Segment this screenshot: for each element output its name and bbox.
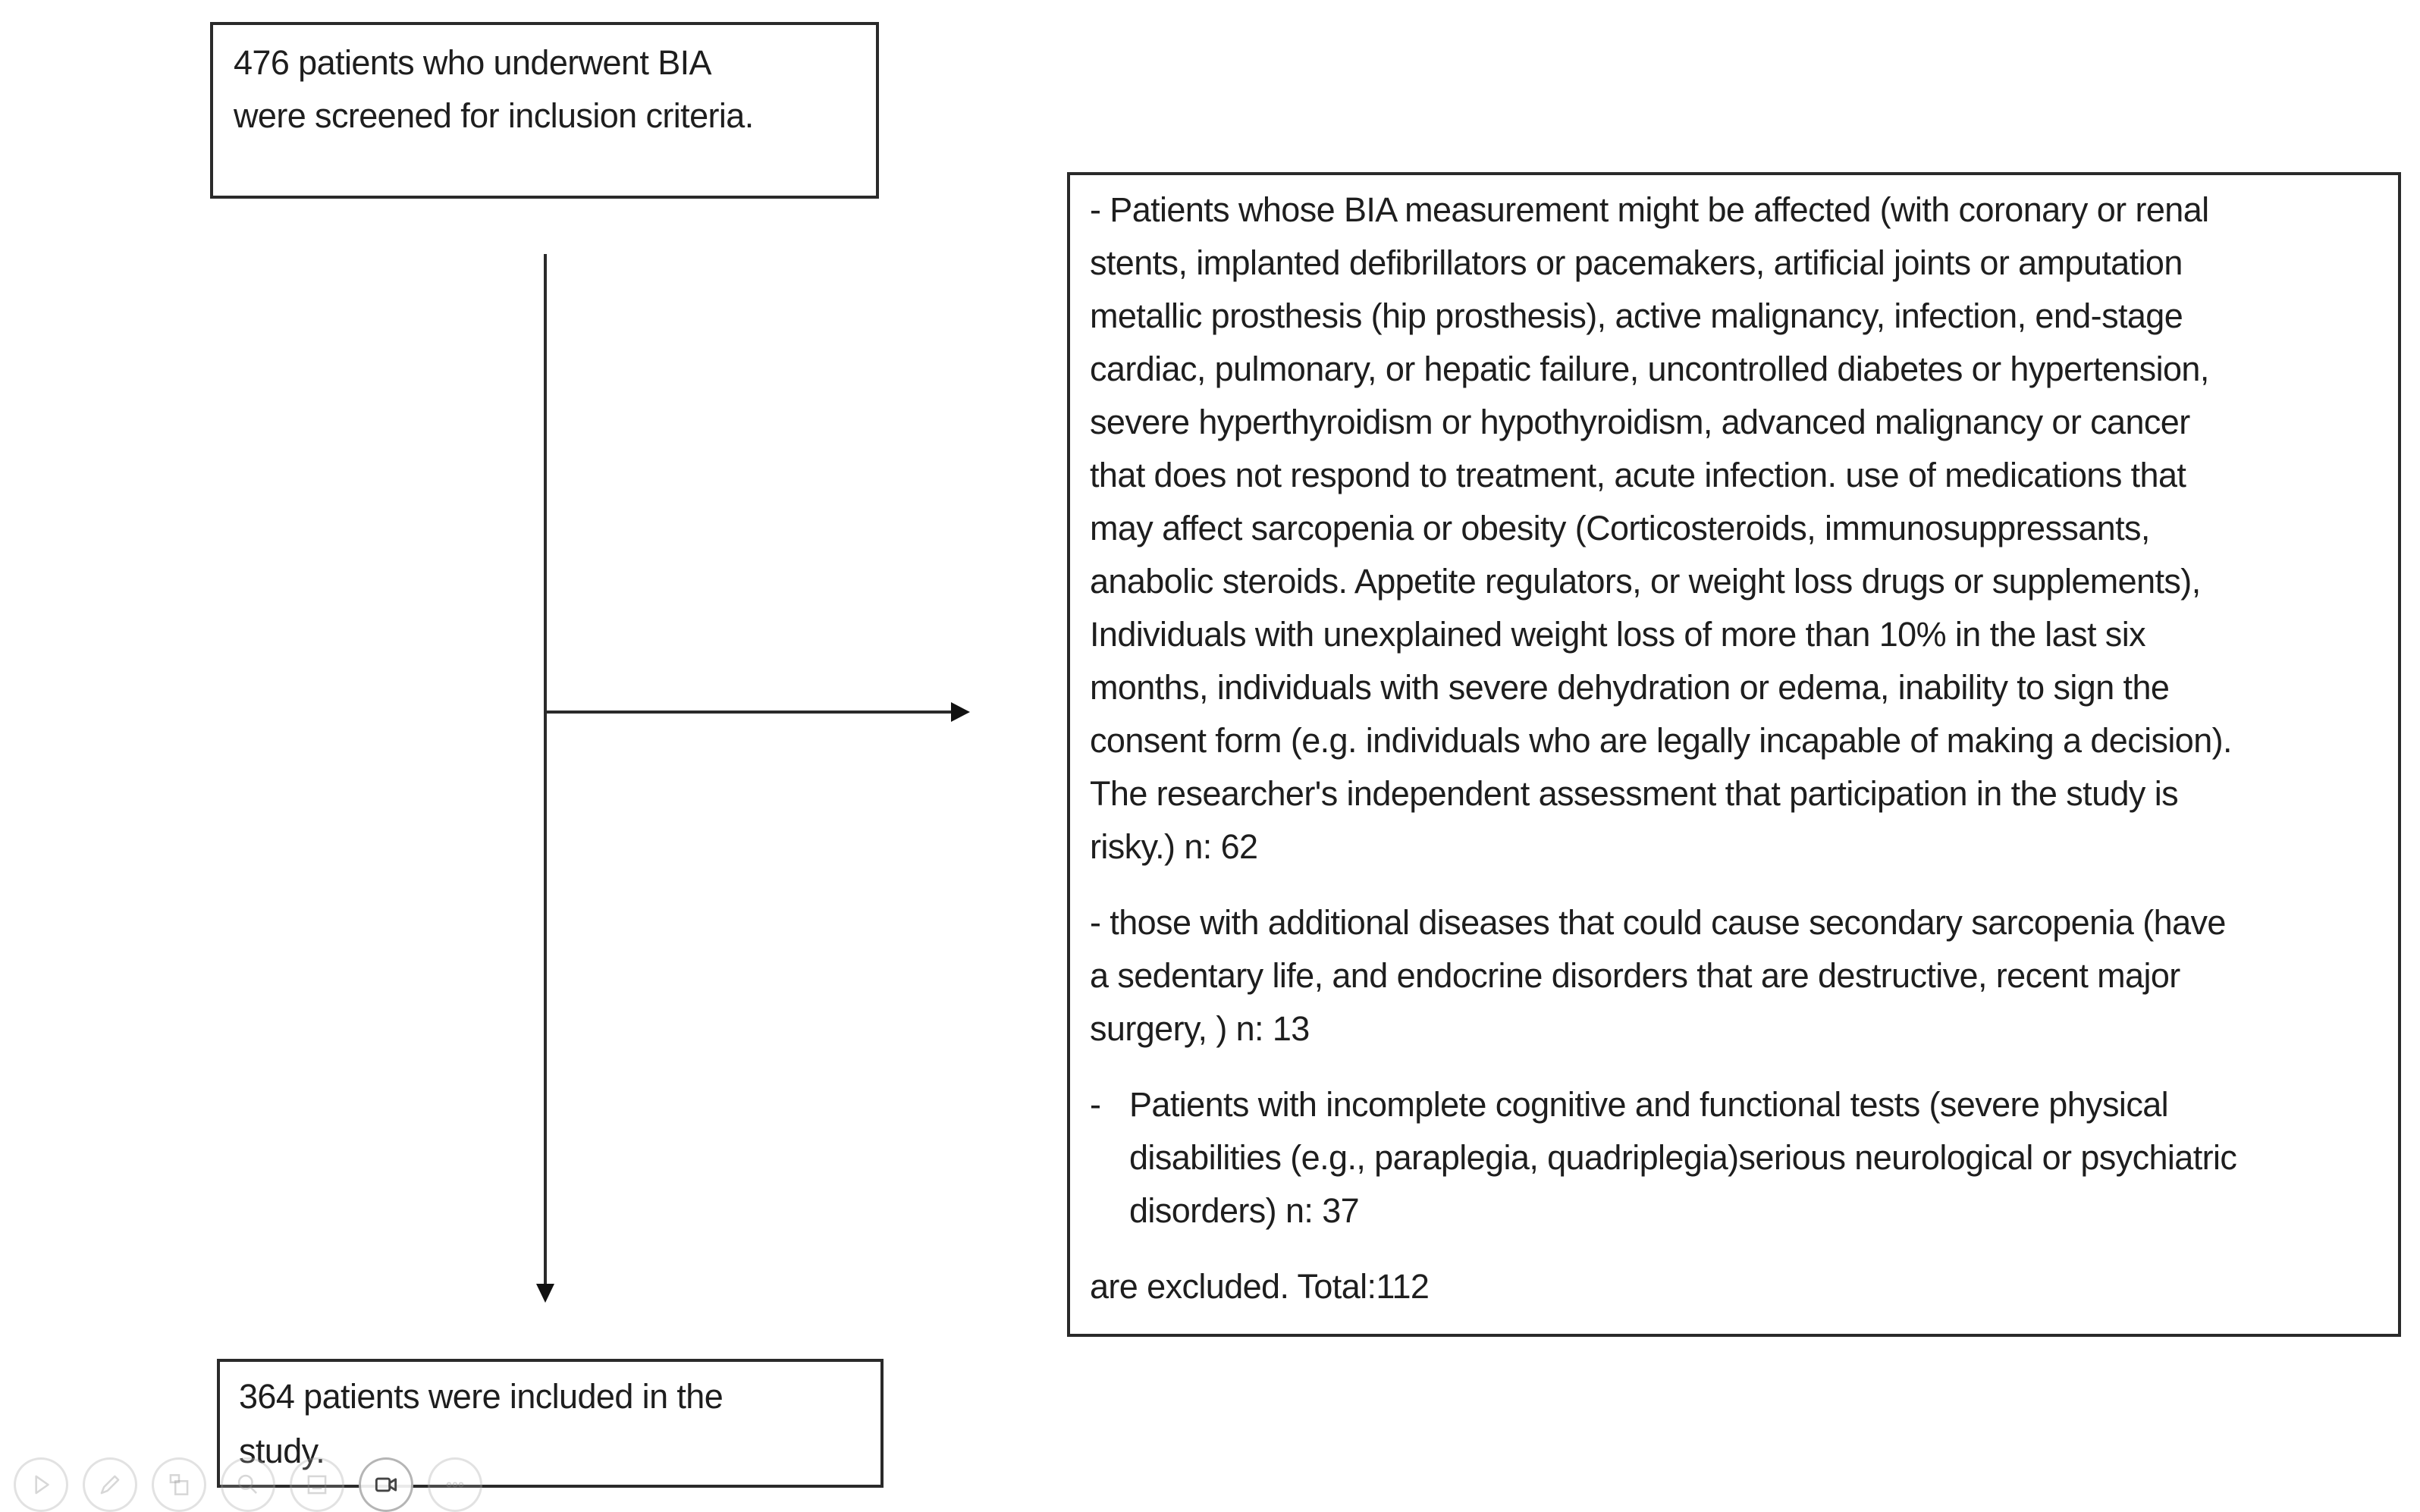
exclusion-text [1090, 184, 2236, 1313]
exclusion-line: disabilities (e.g., paraplegia, quadriplegia)serious neurological or psychiatric [1129, 1138, 2237, 1177]
exclusion-line: - Patients whose BIA measurement might be affected (with coronary or renal [1090, 190, 2209, 229]
down-arrow [536, 254, 554, 1303]
more-button[interactable] [428, 1457, 482, 1512]
pen-button[interactable] [83, 1457, 137, 1512]
camera-button[interactable] [359, 1457, 413, 1512]
included-line: study. [239, 1432, 325, 1470]
exclusion-box [1067, 172, 2401, 1337]
zoom-icon [234, 1470, 262, 1499]
exclusion-line: disorders) n: 37 [1129, 1191, 1360, 1230]
exclusion-line: a sedentary life, and endocrine disorders that are destructive, recent major [1090, 956, 2180, 995]
exclusion-line: cardiac, pulmonary, or hepatic failure, uncontrolled diabetes or hypertension, [1090, 350, 2209, 388]
exclusion-paragraph-incomplete-tests [1090, 1078, 2236, 1238]
list-dash: - [1090, 1085, 1101, 1124]
exclusion-total: are excluded. Total:112 [1090, 1267, 1430, 1306]
included-line: 364 patients were included in the [239, 1377, 723, 1416]
exclusion-line: Patients with incomplete cognitive and functional tests (severe physical [1129, 1085, 2169, 1124]
exclusion-line: consent form (e.g. individuals who are legally incapable of making a decision). [1090, 721, 2232, 760]
exclusion-line: surgery, ) n: 13 [1090, 1009, 1310, 1048]
exclusion-line: that does not respond to treatment, acute infection. use of medications that [1090, 456, 2186, 494]
pen-icon [96, 1470, 124, 1499]
slides-icon [165, 1470, 193, 1499]
more-icon [441, 1470, 469, 1499]
camera-icon [372, 1470, 400, 1499]
exclusion-line: metallic prosthesis (hip prosthesis), active malignancy, infection, end-stage [1090, 296, 2183, 335]
screening-text [234, 36, 754, 143]
play-icon [27, 1470, 55, 1499]
exclusion-line: Individuals with unexplained weight loss of more than 10% in the last six [1090, 615, 2146, 654]
exclusion-line: The researcher's independent assessment that participation in the study is [1090, 774, 2179, 813]
exclusion-line: severe hyperthyroidism or hypothyroidism, advanced malignancy or cancer [1090, 403, 2190, 441]
exclusion-line: months, individuals with severe dehydration or edema, inability to sign the [1090, 668, 2170, 707]
screening-line: 476 patients who underwent BIA [234, 43, 711, 82]
screening-box [210, 22, 879, 199]
slides-button[interactable] [152, 1457, 206, 1512]
zoom-button[interactable] [221, 1457, 275, 1512]
exclusion-paragraph-bia [1090, 184, 2236, 874]
subtitles-icon [303, 1470, 331, 1499]
exclusion-line: stents, implanted defibrillators or pacemakers, artificial joints or amputation [1090, 243, 2183, 282]
right-arrow [545, 702, 970, 722]
subtitles-button[interactable] [290, 1457, 344, 1512]
exclusion-summary [1090, 1260, 2236, 1313]
exclusion-line: anabolic steroids. Appetite regulators, or weight loss drugs or supplements), [1090, 562, 2201, 601]
exclusion-line: may affect sarcopenia or obesity (Corticosteroids, immunosuppressants, [1090, 509, 2150, 547]
exclusion-line: risky.) n: 62 [1090, 827, 1258, 866]
exclusion-paragraph-secondary-sarcopenia [1090, 896, 2236, 1056]
play-button[interactable] [14, 1457, 68, 1512]
screening-line: were screened for inclusion criteria. [234, 96, 754, 135]
presentation-toolbar [14, 1457, 482, 1512]
exclusion-line: - those with additional diseases that could cause secondary sarcopenia (have [1090, 903, 2226, 942]
